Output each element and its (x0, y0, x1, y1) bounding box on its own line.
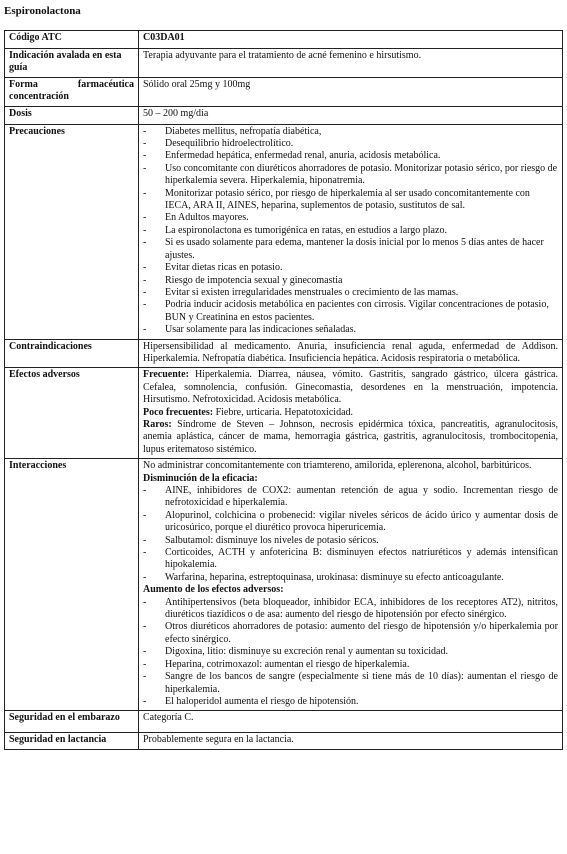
label-codigo-atc: Código ATC (5, 31, 139, 49)
value-indicacion: Terapia adyuvante para el tratamiento de acné femenino e hirsutismo. (139, 49, 563, 78)
row-indicacion (5, 49, 563, 78)
poco-frecuentes-text: Fiebre, urticaria. Hepatotoxicidad. (213, 406, 354, 418)
list-item: - Sangre de los bancos de sangre (especialmente si tiene más de 10 días): aumentan el riesgo de hiperkalemia. (143, 671, 558, 696)
value-forma: Sólido oral 25mg y 100mg (139, 77, 563, 106)
row-contraindicaciones (5, 339, 563, 368)
list-item: - El haloperidol aumenta el riesgo de hipotensión. (143, 696, 558, 708)
list-item: - Si es usado solamente para edema, mantener la dosis inicial por lo menos 5 días antes de hacer ajustes. (143, 237, 558, 262)
list-item: - Diabetes mellitus, nefropatía diabética, (143, 126, 558, 138)
row-dosis (5, 106, 563, 124)
frecuente-text: Hiperkalemia. Diarrea, náusea, vómito. Gastritis, sangrado gástrico, úlcera gástrica. Cefalea, somnolencia, confusión. Ginecomastia, desordenes en la menstruación, impotencia. Hirsutismo. Nefrotoxicidad. Acidosis metabólica. (143, 369, 558, 406)
disminucion-list (143, 485, 558, 584)
list-item: - Uso concomitante con diuréticos ahorradores de potasio. Monitorizar potasio sérico, por riesgo de hiperkalemia severa. Hiperkalemia, hiponatremia. (143, 163, 558, 188)
efectos-poco-frecuentes (143, 407, 558, 419)
efectos-frecuentes (143, 369, 558, 406)
poco-frecuentes-lead: Poco frecuentes: (143, 406, 214, 418)
list-item: - Otros diuréticos ahorradores de potasio: aumento del riesgo de hipotensión y/o hiperkalemia por efecto sinérgico. (143, 621, 558, 646)
value-dosis: 50 – 200 mg/día (139, 106, 563, 124)
label-contraindicaciones: Contraindicaciones (5, 339, 139, 368)
list-item: - Desequilibrio hidroelectrolítico. (143, 138, 558, 150)
row-forma (5, 77, 563, 106)
list-item: - Heparina, cotrimoxazol: aumentan el riesgo de hiperkalemia. (143, 659, 558, 671)
list-item: - Riesgo de impotencia sexual y ginecomastia (143, 275, 558, 287)
label-lactancia: Seguridad en lactancia (5, 733, 139, 749)
row-efectos-adversos (5, 368, 563, 459)
document-title: Espironolactona (4, 5, 81, 17)
list-item: - Alopurinol, colchicina o probenecid: vigilar niveles séricos de ácido úrico y aumentar dosis de uricosúrico, porque el diurético provoca hiperuricemia. (143, 510, 558, 535)
list-item: - Podría inducir acidosis metabólica en pacientes con cirrosis. Vigilar concentraciones de potasio, BUN y Creatinina en estos pacientes. (143, 299, 558, 324)
aumento-list (143, 597, 558, 709)
label-dosis: Dosis (5, 106, 139, 124)
list-item: - En Adultos mayores. (143, 212, 558, 224)
drug-monograph-table (4, 30, 563, 750)
list-item: - Evitar si existen irregularidades menstruales o crecimiento de las mamas. (143, 287, 558, 299)
list-item: - Antihipertensivos (beta bloqueador, inhibidor ECA, inhibidores de los receptores AT2), nitritos, diuréticos tiazídicos o de asa: aumento del riesgo de hipotensión por efecto sinérgico. (143, 597, 558, 622)
row-interacciones (5, 459, 563, 711)
aumento-heading: Aumento de los efectos adversos: (143, 584, 284, 596)
label-interacciones: Interacciones (5, 459, 139, 711)
contraindicaciones-text: Hipersensibilidad al medicamento. Anuria, insuficiencia renal aguda, enfermedad de Addison. Hiperkalemia. Nefropatía diabética. Insuficiencia hepática. Acidosis respiratoria o metabólica. (143, 340, 558, 364)
frecuente-lead: Frecuente: (143, 369, 189, 381)
value-codigo-atc: C03DA01 (139, 31, 563, 49)
efectos-raros (143, 419, 558, 456)
row-lactancia (5, 733, 563, 749)
list-item: - AINE, inhibidores de COX2: aumentan retención de agua y sodio. Incrementan riesgo de nefrotoxicidad e hiperkalemia. (143, 485, 558, 510)
value-precauciones (139, 124, 563, 339)
list-item: - Corticoides, ACTH y anfotericina B: disminuyen efectos natriuréticos y además intensifican hipokalemia. (143, 547, 558, 572)
value-embarazo: Categoría C. (139, 711, 563, 733)
interacciones-intro: No administrar concomitantemente con triamtereno, amilorida, eplerenona, alcohol, barbitúricos. (143, 460, 532, 472)
list-item: - Evitar dietas ricas en potasio. (143, 262, 558, 274)
raros-text: Síndrome de Steven – Johnson, necrosis epidérmica tóxica, pancreatitis, agranulocitosis, anemia aplástica, cáncer de mama, hemorragia gástrica, gastritis, agranulocitosis, trombocitopenia, lupus eritematoso sistémico. (143, 418, 558, 455)
label-indicacion: Indicación avalada en esta guía (5, 49, 139, 78)
label-forma: Forma farmacéutica concentración (5, 77, 139, 106)
raros-lead: Raros: (143, 418, 172, 430)
value-efectos-adversos (139, 368, 563, 459)
list-item: - Salbutamol: disminuye los niveles de potasio séricos. (143, 535, 558, 547)
list-item: - Monitorizar potasio sérico, por riesgo de hiperkalemia al ser usado concomitantemente con IECA, ARA II, AINES, heparina, suplementos de potasio, sustitutos de sal. (143, 188, 558, 213)
row-precauciones (5, 124, 563, 339)
list-item: - Warfarina, heparina, estreptoquinasa, urokinasa: disminuye su efecto anticoagulante. (143, 572, 558, 584)
list-item: - Enfermedad hepática, enfermedad renal, anuria, acidosis metabólica. (143, 150, 558, 162)
disminucion-heading: Disminución de la eficacia: (143, 472, 258, 484)
list-item: - Digoxina, litio: disminuye su excreción renal y aumentan su toxicidad. (143, 646, 558, 658)
row-codigo-atc (5, 31, 563, 49)
label-precauciones: Precauciones (5, 124, 139, 339)
row-embarazo (5, 711, 563, 733)
label-embarazo: Seguridad en el embarazo (5, 711, 139, 733)
value-interacciones (139, 459, 563, 711)
label-efectos-adversos: Efectos adversos (5, 368, 139, 459)
value-contraindicaciones (139, 339, 563, 368)
precauciones-list (143, 126, 558, 337)
list-item: - La espironolactona es tumorigénica en ratas, en estudios a largo plazo. (143, 225, 558, 237)
list-item: - Usar solamente para las indicaciones señaladas. (143, 324, 558, 336)
value-lactancia: Probablemente segura en la lactancia. (139, 733, 563, 749)
